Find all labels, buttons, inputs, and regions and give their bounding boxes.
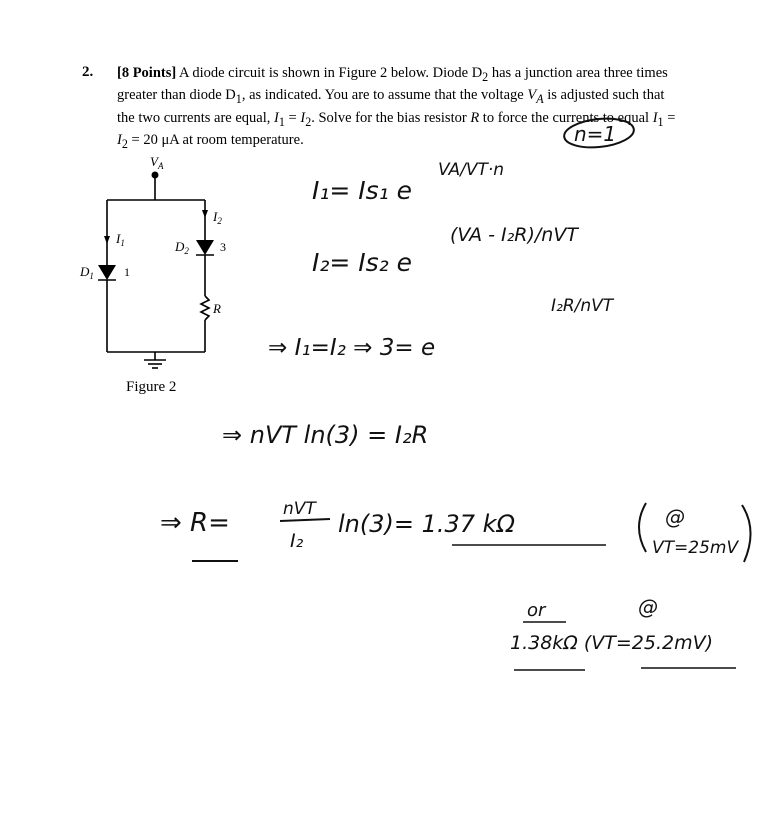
subscript: 1 [278, 114, 285, 129]
subscript: 1 [235, 92, 242, 107]
note-n-equals-1: n=1 [574, 122, 617, 146]
eq2-exponent: (VA - I₂R)/nVT [450, 224, 578, 246]
subscript: 2 [305, 114, 312, 129]
text-segment: , as indicated. You are to assume that the voltage [241, 87, 528, 104]
eq5-frac-den: I₂ [290, 530, 304, 552]
eq1: I₁= Is₁ e [312, 176, 413, 205]
d1-label: $D_1$ [80, 264, 94, 281]
alt-or: or [527, 600, 546, 621]
eq3: ⇒ I₁=I₂ ⇒ 3= e [268, 335, 436, 361]
text-segment: = [284, 109, 301, 126]
r-label: R [213, 301, 221, 316]
text-segment: A diode circuit is shown in Figure 2 below. Diode D [176, 65, 483, 81]
va-label: $V_A$ [150, 154, 164, 171]
text-segment: = [663, 109, 676, 126]
text-segment: . Solve for the bias resistor [311, 109, 471, 126]
eq2: I₂= Is₂ e [312, 248, 413, 277]
d2-label: $D_2$ [175, 239, 189, 256]
eq5-frac-num: nVT [283, 499, 316, 519]
eq1-exponent: VA/VT·n [438, 160, 505, 180]
i1-label: $I_1$ [116, 231, 125, 248]
problem-number: 2. [82, 64, 94, 80]
note-close-bracket [742, 505, 751, 562]
eq5-frac-bar [280, 519, 330, 521]
d2-area-label: 3 [220, 240, 226, 254]
points-label: [8 Points] [117, 65, 177, 81]
var-i: I [117, 132, 122, 149]
alt-value: 1.38kΩ (VT=25.2mV) [510, 632, 714, 654]
subscript: 2 [482, 69, 489, 84]
var-i: I [274, 109, 279, 126]
d1-area-label: 1 [124, 265, 130, 279]
subscript: A [536, 92, 544, 107]
figure-caption: Figure 2 [126, 379, 177, 395]
text-segment: = 20 μA at room temperature. [127, 132, 304, 149]
alt-at: @ [638, 595, 658, 619]
text-segment: to force the currents to equal [479, 109, 653, 126]
note-at: @ [665, 505, 685, 529]
subscript: 1 [657, 114, 664, 129]
note-open-bracket [639, 503, 646, 552]
text-segment: has a junction area three times greater than diode D [117, 65, 668, 104]
var-i: I [300, 109, 306, 126]
var-r: R [470, 109, 480, 126]
eq3-exponent: I₂R/nVT [551, 296, 614, 316]
note-vt-25: VT=25mV [652, 538, 739, 558]
i2-label: $I_2$ [213, 209, 222, 226]
text-segment: is adjusted such that the two currents are equal, [117, 87, 665, 126]
eq5-lhs: ⇒ R= [160, 508, 230, 538]
subscript: 2 [121, 137, 128, 152]
eq4: ⇒ nVT ln(3) = I₂R [222, 421, 429, 449]
var-i: I [652, 109, 658, 126]
eq5-rhs: ln(3)= 1.37 kΩ [338, 510, 515, 538]
var-v: V [527, 87, 537, 104]
